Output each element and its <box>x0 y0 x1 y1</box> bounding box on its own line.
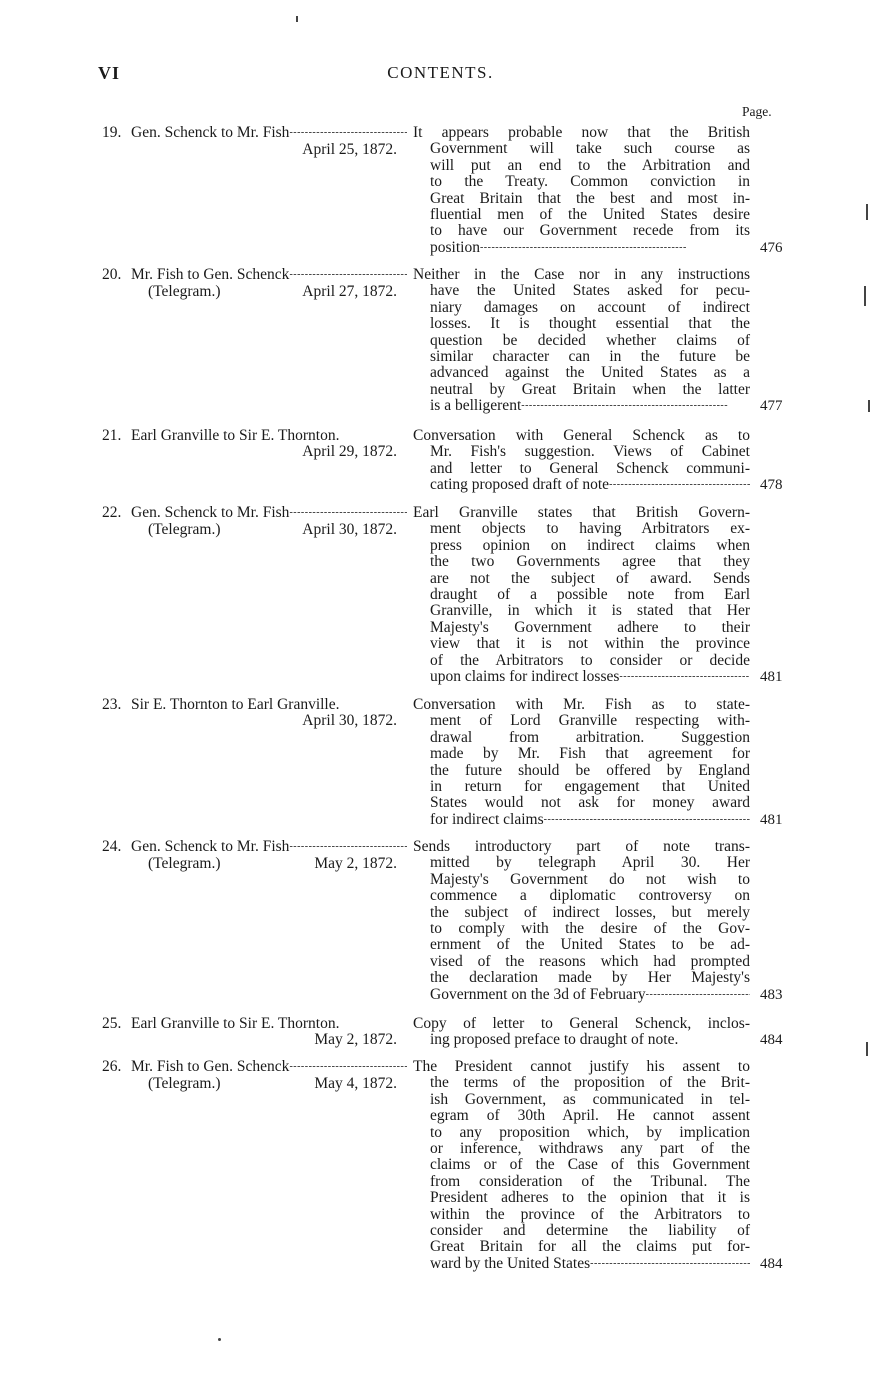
summary-line: the future should be offered by England <box>430 761 750 779</box>
summary-line: Great Britain that the best and most in- <box>430 189 750 207</box>
summary-line: Majesty's Government do not wish to <box>430 870 750 888</box>
entry-date: May 4, 1872. <box>314 1074 397 1092</box>
summary-line: mitted by telegraph April 30. Her <box>430 854 750 872</box>
entry-page-number: 476 <box>760 239 783 256</box>
entry-telegram-note: (Telegram.) <box>148 282 221 300</box>
summary-line: egram of 30th April. He cannot assent <box>430 1107 750 1125</box>
leader-dots <box>289 125 407 142</box>
summary-line: Copy of letter to General Schenck, inclos- <box>413 1015 750 1032</box>
summary-line: The President cannot justify his assent to <box>413 1058 750 1075</box>
leader-dots <box>480 240 750 256</box>
speck <box>864 286 866 306</box>
entry-correspondence <box>131 428 407 461</box>
summary-line: have the United States asked for pecu- <box>430 282 750 300</box>
page-roman-numeral: VI <box>98 63 121 83</box>
summary-last-line: position <box>430 239 480 256</box>
summary-last-line: ing proposed preface to draught of note. <box>430 1032 679 1049</box>
summary-line: fluential men of the United States desire <box>430 205 750 223</box>
summary-line: the terms of the proposition of the Brit- <box>430 1074 750 1092</box>
summary-line: ish Government, as communicated in tel- <box>430 1090 750 1108</box>
entry-date: April 29, 1872. <box>302 443 397 461</box>
leader-dots <box>289 505 407 522</box>
leader-dots <box>289 839 407 856</box>
summary-line: drawal from arbitration. Suggestion <box>430 728 750 746</box>
summary-line: question be decided whether claims of <box>430 331 750 349</box>
summary-last-line: ward by the United States <box>430 1255 591 1272</box>
entry-date: April 27, 1872. <box>302 282 397 300</box>
summary-line: and letter to General Schenck communi- <box>430 459 750 477</box>
speck <box>868 400 870 412</box>
leader-dots <box>289 267 407 284</box>
entry-correspondence <box>131 839 407 872</box>
entry-correspondence <box>131 1016 407 1049</box>
summary-line: to any proposition which, by implication <box>430 1123 750 1141</box>
speck <box>866 1042 868 1056</box>
summary-line: claims or of the Case of this Government <box>430 1156 750 1174</box>
summary-line: Mr. Fish's suggestion. Views of Cabinet <box>430 443 750 461</box>
entry-number: 22. <box>102 504 122 521</box>
leader-dots <box>646 987 750 1003</box>
entry-correspondents: Gen. Schenck to Mr. Fish <box>131 505 290 521</box>
entry-telegram-note: (Telegram.) <box>148 854 221 872</box>
leader-dots <box>289 1059 407 1076</box>
entry-number: 26. <box>102 1058 122 1075</box>
summary-line: President adheres to the opinion that it is <box>430 1189 750 1207</box>
entry-page-number: 484 <box>760 1032 783 1049</box>
entry-correspondents: Earl Granville to Sir E. Thornton. <box>131 428 340 444</box>
summary-line: ment of Lord Granville respecting with- <box>430 712 750 730</box>
summary-line: view that it is not within the province <box>430 635 750 653</box>
summary-line: Great Britain for all the claims put for- <box>430 1238 750 1256</box>
leader-dots <box>609 477 750 493</box>
entry-page-number: 477 <box>760 398 783 415</box>
entry-summary <box>413 1016 750 1049</box>
entry-date: April 30, 1872. <box>302 520 397 538</box>
summary-line: commence a diplomatic controversy on <box>430 887 750 905</box>
summary-line: from consideration of the Tribunal. The <box>430 1172 750 1190</box>
entry-summary <box>413 697 750 828</box>
entry-correspondence <box>131 505 407 538</box>
entry-summary <box>413 125 750 256</box>
summary-line: to the Treaty. Common conviction in <box>430 173 750 191</box>
leader-dots <box>619 669 750 685</box>
entry-date: May 2, 1872. <box>314 1031 397 1049</box>
summary-line: the subject of indirect losses, but merely <box>430 903 750 921</box>
speck <box>296 16 298 22</box>
page-column-label: Page. <box>742 104 772 119</box>
summary-line: ment objects to having Arbitrators ex- <box>430 520 750 538</box>
entry-correspondents: Earl Granville to Sir E. Thornton. <box>131 1016 340 1032</box>
entry-correspondents: Sir E. Thornton to Earl Granville. <box>131 697 340 713</box>
entry-date: May 2, 1872. <box>314 854 397 872</box>
summary-line: of the Arbitrators to consider or decide <box>430 651 750 669</box>
leader-dots <box>521 398 750 414</box>
summary-line: made by Mr. Fish that agreement for <box>430 745 750 763</box>
entry-correspondents: Gen. Schenck to Mr. Fish <box>131 839 290 855</box>
page-title: CONTENTS. <box>387 63 494 82</box>
summary-line: vised of the reasons which had prompted <box>430 952 750 970</box>
summary-line: Neither in the Case nor in any instructions <box>413 266 750 283</box>
entry-page-number: 483 <box>760 986 783 1003</box>
summary-line: will put an end to the Arbitration and <box>430 156 750 174</box>
summary-line: neutral by Great Britain when the latter <box>430 380 750 398</box>
entry-summary <box>413 839 750 1003</box>
summary-line: the declaration made by Her Majesty's <box>430 969 750 987</box>
entry-telegram-note: (Telegram.) <box>148 1074 221 1092</box>
entry-correspondents: Mr. Fish to Gen. Schenck <box>131 1059 290 1075</box>
entry-correspondents: Mr. Fish to Gen. Schenck <box>131 267 290 283</box>
leader-dots <box>544 812 750 828</box>
summary-line: consider and determine the liability of <box>430 1221 750 1239</box>
summary-line: to comply with the desire of the Gov- <box>430 919 750 937</box>
entry-summary <box>413 1059 750 1272</box>
summary-line: It appears probable now that the British <box>413 124 750 141</box>
speck <box>866 204 868 220</box>
summary-line: Sends introductory part of note trans- <box>413 838 750 855</box>
entry-number: 25. <box>102 1015 122 1032</box>
leader-dots <box>590 1256 750 1272</box>
summary-line: within the province of the Arbitrators to <box>430 1205 750 1223</box>
summary-line: ernment of the United States to be ad- <box>430 936 750 954</box>
summary-line: or inference, withdraws any part of the <box>430 1139 750 1157</box>
summary-line: in return for engagement that United <box>430 777 750 795</box>
entry-correspondents: Gen. Schenck to Mr. Fish <box>131 125 290 141</box>
summary-line: Earl Granville states that British Govern- <box>413 504 750 521</box>
summary-line: States would not ask for money award <box>430 794 750 812</box>
summary-last-line: Government on the 3d of February <box>430 986 646 1003</box>
summary-line: similar character can in the future be <box>430 347 750 365</box>
entry-page-number: 481 <box>760 669 783 685</box>
entry-correspondence <box>131 697 407 730</box>
entry-correspondence <box>131 1059 407 1092</box>
summary-line: Majesty's Government adhere to their <box>430 618 750 636</box>
entry-page-number: 484 <box>760 1255 783 1272</box>
summary-line: Conversation with Mr. Fish as to state- <box>413 696 750 713</box>
summary-line: draught of a possible note from Earl <box>430 585 750 603</box>
summary-line: niary damages on account of indirect <box>430 298 750 316</box>
page-header <box>0 63 881 87</box>
entry-page-number: 478 <box>760 477 783 494</box>
entry-telegram-note: (Telegram.) <box>148 520 221 538</box>
entry-page-number: 481 <box>760 811 783 828</box>
summary-line: to have our Government recede from its <box>430 222 750 240</box>
entry-summary <box>413 505 750 685</box>
entry-number: 19. <box>102 124 122 141</box>
entry-summary <box>413 428 750 494</box>
entry-date: April 25, 1872. <box>302 140 397 158</box>
speck <box>218 1338 221 1341</box>
summary-line: are not the subject of award. Sends <box>430 569 750 587</box>
summary-line: losses. It is thought essential that the <box>430 315 750 333</box>
summary-last-line: is a belligerent <box>430 398 522 415</box>
entry-correspondence <box>131 267 407 300</box>
summary-last-line: cating proposed draft of note <box>430 477 610 494</box>
summary-line: the two Governments agree that they <box>430 553 750 571</box>
entry-number: 20. <box>102 266 122 283</box>
summary-line: advanced against the United States as a <box>430 364 750 382</box>
summary-last-line: for indirect claims <box>430 811 544 828</box>
entry-number: 23. <box>102 696 122 713</box>
summary-last-line: upon claims for indirect losses <box>430 668 620 685</box>
summary-line: press opinion on indirect claims when <box>430 536 750 554</box>
entry-number: 24. <box>102 838 122 855</box>
entry-date: April 30, 1872. <box>302 712 397 730</box>
summary-line: Government will take such course as <box>430 140 750 158</box>
entry-number: 21. <box>102 427 122 444</box>
entry-correspondence <box>131 125 407 158</box>
summary-line: Conversation with General Schenck as to <box>413 427 750 444</box>
summary-line: Granville, in which it is stated that Her <box>430 602 750 620</box>
entry-summary <box>413 267 750 415</box>
